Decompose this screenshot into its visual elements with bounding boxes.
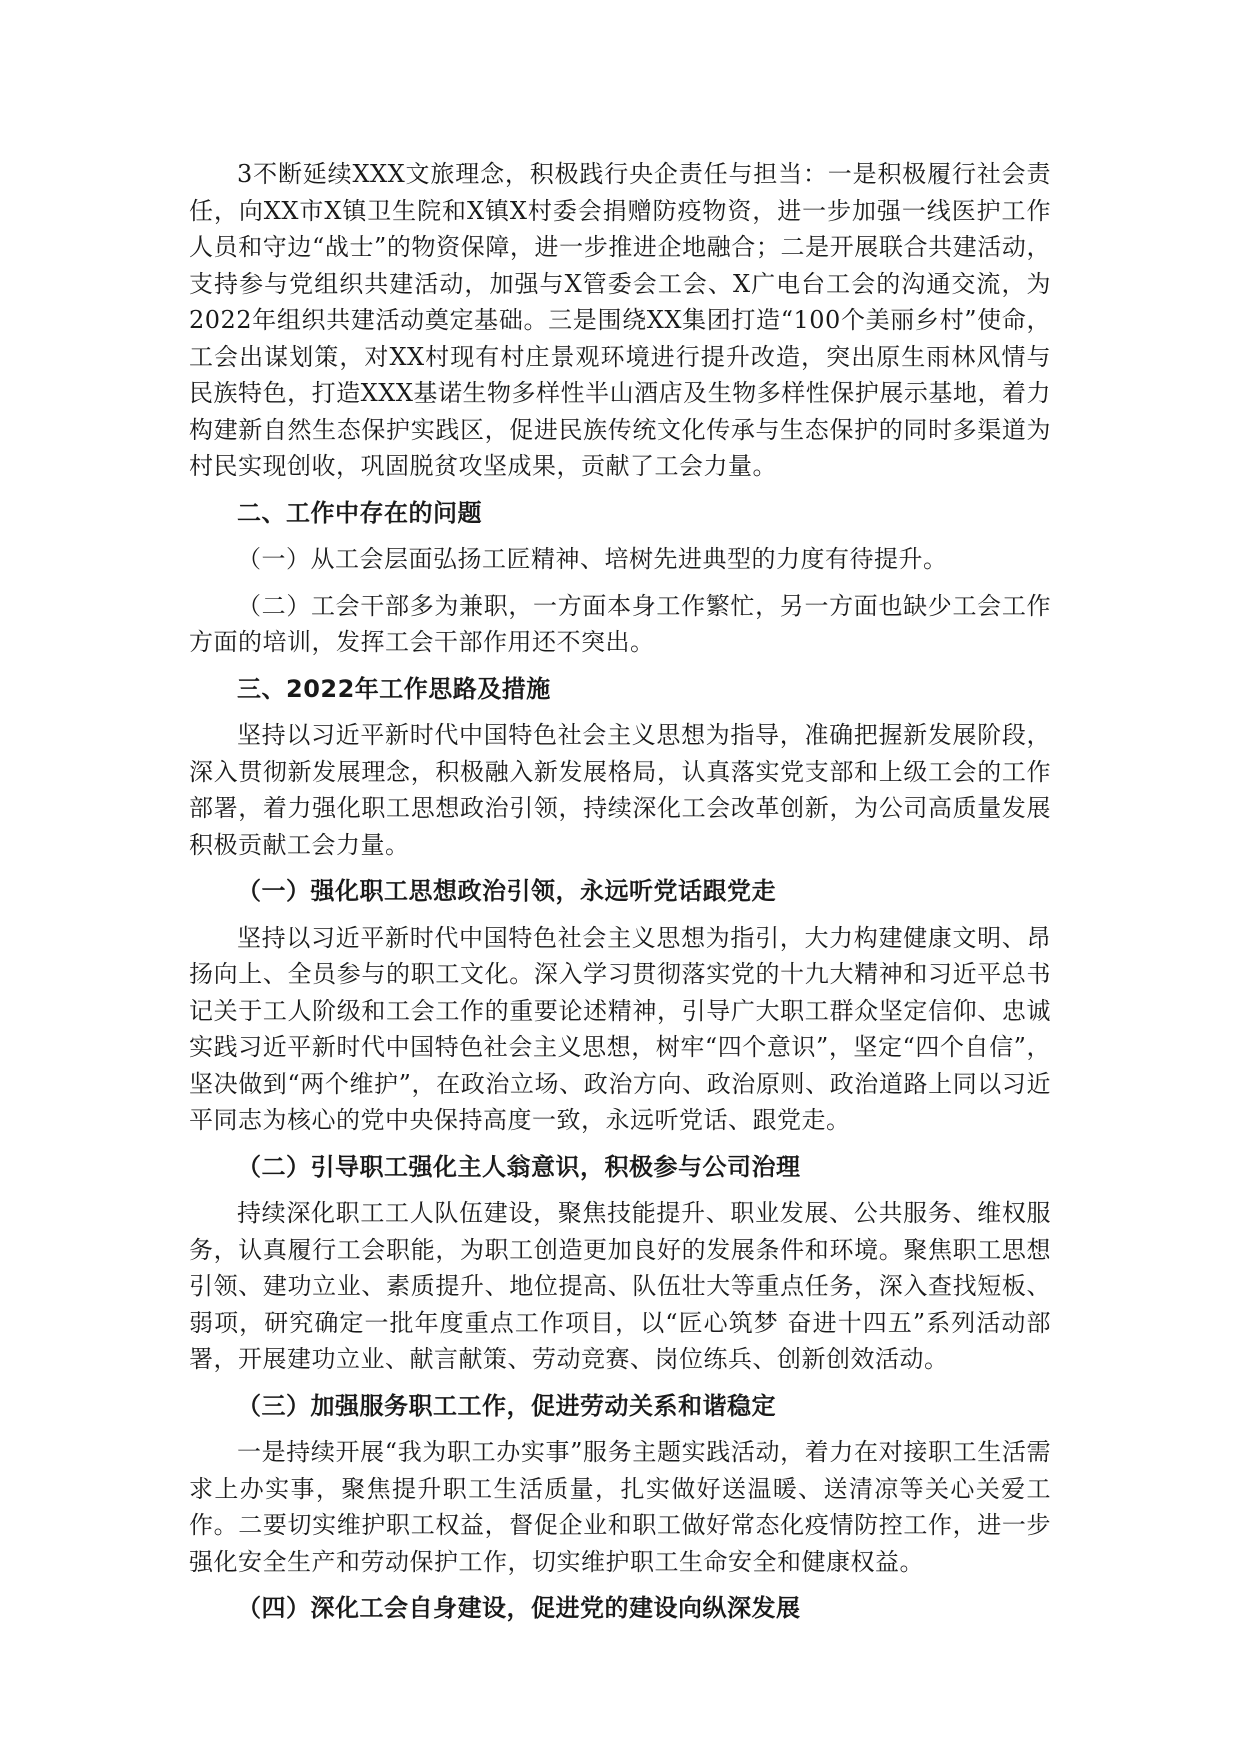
document-body [189, 156, 1051, 1627]
paragraph-social-responsibility: 3不断延续XXX文旅理念，积极践行央企责任与担当：一是积极履行社会责任，向XX市X镇卫生院和X镇X村委会捐赠防疫物资，进一步加强一线医护工作人员和守边“战士”的物资保障，进一步推进企地融合；二是开展联合共建活动，支持参与党组织共建活动，加强与X管委会工会、X广电台工会的沟通交流，为2022年组织共建活动奠定基础。三是围绕XX集团打造“100个美丽乡村”使命，工会出谋划策，对XX村现有村庄景观环境进行提升改造，突出原生雨林风情与民族特色，打造XXX基诺生物多样性半山酒店及生物多样性保护展示基地，着力构建新自然生态保护实践区，促进民族传统文化传承与生态保护的同时多渠道为村民实现创收，巩固脱贫攻坚成果，贡献了工会力量。 [189, 160, 1051, 480]
subsection-heading-service: （三）加强服务职工工作，促进劳动关系和谐稳定 [237, 1391, 776, 1420]
section-heading-problems: 二、工作中存在的问题 [237, 498, 482, 527]
problem-item-1: （一）从工会层面弘扬工匠精神、培树先进典型的力度有待提升。 [237, 545, 948, 573]
section-heading-2022-plan: 三、2022年工作思路及措施 [237, 674, 551, 703]
paragraph-plan-intro: 坚持以习近平新时代中国特色社会主义思想为指导，准确把握新发展阶段，深入贯彻新发展理念，积极融入新发展格局，认真落实党支部和上级工会的工作部署，着力强化职工思想政治引领，持续深化工会改革创新，为公司高质量发展积极贡献工会力量。 [189, 721, 1051, 859]
paragraph-political-guidance: 坚持以习近平新时代中国特色社会主义思想为指引，大力构建健康文明、昂扬向上、全员参与的职工文化。深入学习贯彻落实党的十九大精神和习近平总书记关于工人阶级和工会工作的重要论述精神，引导广大职工群众坚定信仰、忠诚实践习近平新时代中国特色社会主义思想，树牢“四个意识”，坚定“四个自信”，坚决做到“两个维护”，在政治立场、政治方向、政治原则、政治道路上同以习近平同志为核心的党中央保持高度一致，永远听党话、跟党走。 [189, 923, 1051, 1134]
problem-item-2: （二）工会干部多为兼职，一方面本身工作繁忙，另一方面也缺少工会工作方面的培训，发挥工会干部作用还不突出。 [189, 591, 1051, 656]
paragraph-ownership: 持续深化职工工人队伍建设，聚焦技能提升、职业发展、公共服务、维权服务，认真履行工会职能，为职工创造更加良好的发展条件和环境。聚焦职工思想引领、建功立业、素质提升、地位提高、队伍壮大等重点任务，深入查找短板、弱项，研究确定一批年度重点工作项目，以“匠心筑梦 奋进十四五”系列活动部署，开展建功立业、献言献策、劳动竞赛、岗位练兵、创新创效活动。 [189, 1199, 1051, 1373]
subsection-heading-ownership: （二）引导职工强化主人翁意识，积极参与公司治理 [237, 1152, 801, 1181]
subsection-heading-self-construction: （四）深化工会自身建设，促进党的建设向纵深发展 [237, 1594, 801, 1622]
paragraph-service: 一是持续开展“我为职工办实事”服务主题实践活动，着力在对接职工生活需求上办实事，聚焦提升职工生活质量，扎实做好送温暖、送清凉等关心关爱工作。二要切实维护职工权益，督促企业和职工做好常态化疫情防控工作，进一步强化安全生产和劳动保护工作，切实维护职工生命安全和健康权益。 [189, 1438, 1051, 1576]
subsection-heading-political-guidance: （一）强化职工思想政治引领，永远听党话跟党走 [237, 877, 776, 905]
